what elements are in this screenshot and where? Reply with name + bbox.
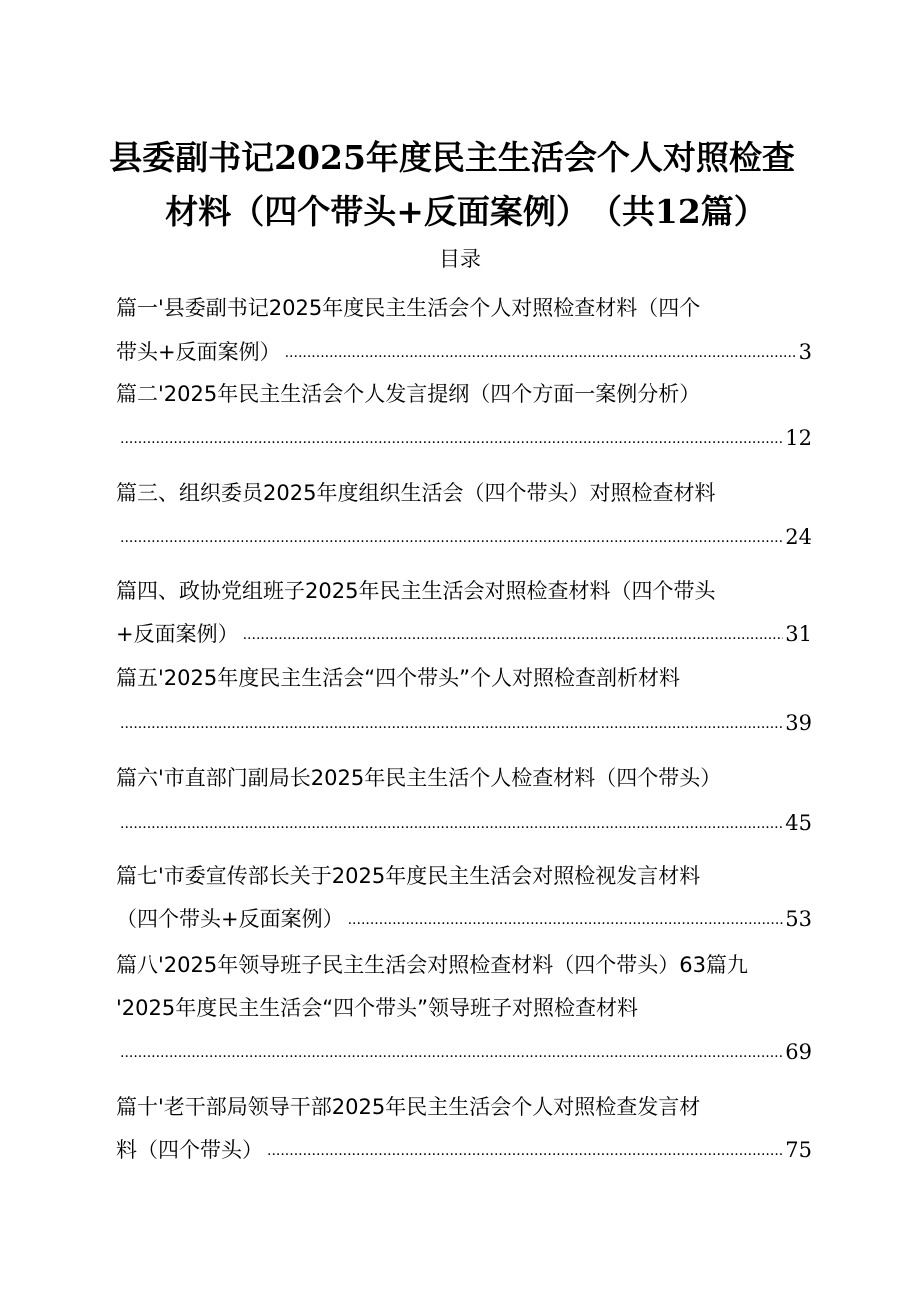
toc-entry-1-page: 3: [798, 340, 812, 364]
toc-entry-1-title-cont: 带头+反面案例）: [116, 340, 281, 364]
document-title-line-1: 县委副书记2025年度民主生活会个人对照检查: [109, 138, 795, 177]
toc-entry-9-leader[interactable]: [116, 1038, 812, 1066]
toc-entry-4-leader[interactable]: [116, 620, 812, 648]
toc-entry-3-page: 24: [785, 525, 812, 549]
toc-entry-10-leader[interactable]: [116, 1136, 812, 1164]
dot-leader: [120, 715, 783, 733]
toc-entry-6-page: 45: [785, 811, 812, 835]
toc-entry-7-leader[interactable]: [116, 905, 812, 933]
toc-entry-6-title[interactable]: 篇六'市直部门副局长2025年民主生活个人检查材料（四个带头）: [116, 766, 722, 790]
dot-leader: [348, 911, 784, 929]
toc-entry-4-title[interactable]: 篇四、政协党组班子2025年民主生活会对照检查材料（四个带头: [116, 579, 716, 603]
toc-entry-2-page: 12: [785, 426, 812, 450]
document-title-line-2: 材料（四个带头+反面案例） （共12篇）: [165, 192, 767, 231]
toc-entry-4-title-cont: +反面案例）: [116, 622, 239, 646]
dot-leader: [120, 529, 783, 547]
toc-entry-7-title-cont: （四个带头+反面案例）: [116, 907, 344, 931]
toc-entry-10-title-cont: 料（四个带头）: [116, 1138, 263, 1162]
toc-entry-5-title[interactable]: 篇五'2025年度民主生活会“四个带头”个人对照检查剖析材料: [116, 666, 680, 690]
toc-entry-3-title[interactable]: 篇三、组织委员2025年度组织生活会（四个带头）对照检查材料: [116, 481, 716, 505]
dot-leader: [243, 626, 784, 644]
toc-heading: 目录: [439, 247, 481, 271]
toc-entry-7-title[interactable]: 篇七'市委宣传部长关于2025年度民主生活会对照检视发言材料: [116, 864, 701, 888]
toc-entry-8-title[interactable]: 篇八'2025年领导班子民主生活会对照检查材料（四个带头）63篇九: [116, 953, 748, 977]
toc-entry-5-leader[interactable]: [116, 709, 812, 737]
toc-entry-9-title[interactable]: '2025年度民主生活会“四个带头”领导班子对照检查材料: [116, 996, 638, 1020]
toc-entry-10-title[interactable]: 篇十'老干部局领导干部2025年民主生活会个人对照检查发言材: [116, 1095, 701, 1119]
dot-leader: [120, 1044, 783, 1062]
toc-entry-10-page: 75: [785, 1138, 812, 1162]
dot-leader: [120, 430, 783, 448]
toc-entry-3-leader[interactable]: [116, 523, 812, 551]
toc-entry-2-title[interactable]: 篇二'2025年民主生活会个人发言提纲（四个方面一案例分析）: [116, 382, 701, 406]
dot-leader: [267, 1142, 783, 1160]
toc-entry-9-page: 69: [785, 1040, 812, 1064]
toc-entry-7-page: 53: [785, 907, 812, 931]
toc-entry-5-page: 39: [785, 711, 812, 735]
dot-leader: [120, 815, 783, 833]
toc-entry-1-title[interactable]: 篇一'县委副书记2025年度民主生活会个人对照检查材料（四个: [116, 296, 701, 320]
toc-entry-4-page: 31: [785, 622, 812, 646]
toc-entry-2-leader[interactable]: [116, 424, 812, 452]
toc-entry-1-leader[interactable]: [116, 338, 812, 366]
dot-leader: [285, 344, 797, 362]
toc-entry-6-leader[interactable]: [116, 809, 812, 837]
